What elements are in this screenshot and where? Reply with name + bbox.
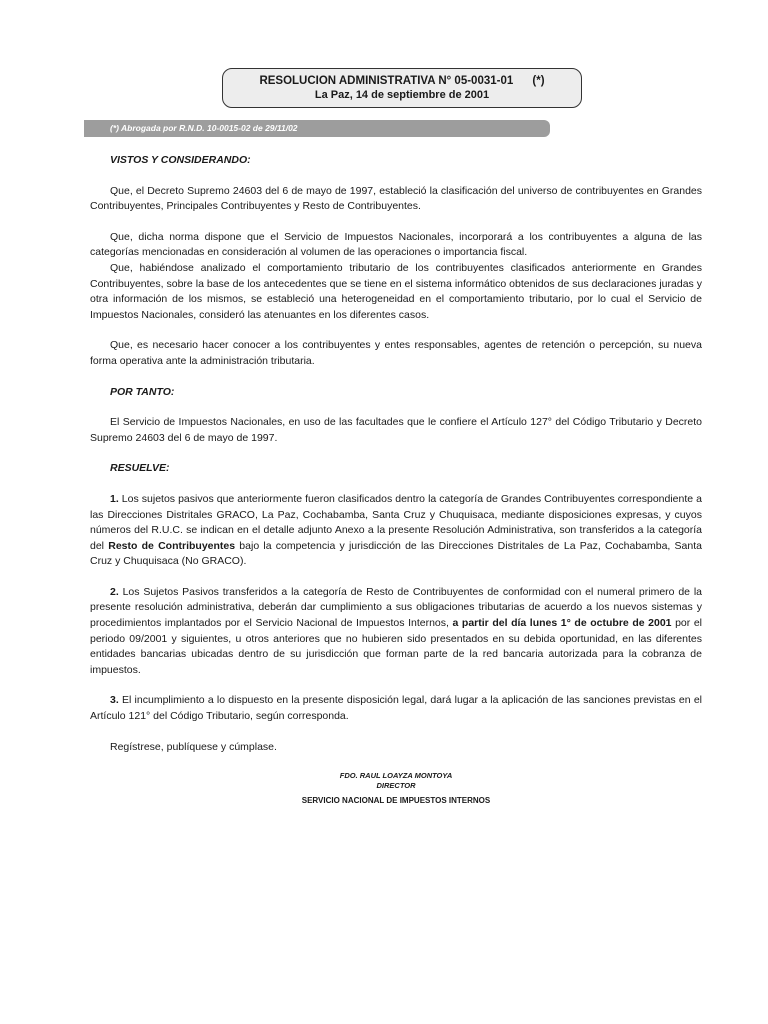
paragraph-1: Que, el Decreto Supremo 24603 del 6 de mayo de 1997, estableció la clasificación del universo de contribuyentes en Grandes Contribuyentes, Principales Contribuyentes y Resto de Contribuyentes. (90, 184, 702, 213)
paragraph-3: Que, habiéndose analizado el comportamiento tributario de los contribuyentes clasificados anteriormente en Grandes Contribuyentes, sobre la base de los antecedentes que se tiene en el sistema informático obtenidos de sus declaraciones juradas y otra información de los mismos, se estableció una heterogeneidad en el comportamiento tributario, por lo cual el Servicio de Impuestos Nacionales, consideró las atenuantes en los diferentes casos. (90, 261, 702, 321)
article-3-number: 3. (110, 694, 119, 707)
vistos-heading: VISTOS Y CONSIDERANDO: (110, 154, 251, 166)
signature-org: SERVICIO NACIONAL DE IMPUESTOS INTERNOS (301, 796, 491, 806)
paragraph-4: Que, es necesario hacer conocer a los contribuyentes y entes responsables, agentes de retención o percepción, su nueva forma operativa ante la administración tributaria. (90, 339, 702, 367)
paragraph-5: El Servicio de Impuestos Nacionales, en uso de las facultades que le confiere el Artículo 127° del Código Tributario y Decreto Supremo 24603 del 6 de mayo de 1997. (90, 416, 702, 444)
title-box (222, 68, 582, 108)
document-title: RESOLUCION ADMINISTRATIVA N° 05-0031-01 (*) (259, 75, 545, 87)
abrogation-note: (*) Abrogada por R.N.D. 10-0015-02 de 29/11/02 (84, 120, 550, 137)
article-2: 2. Los Sujetos Pasivos transferidos a la categoría de Resto de Contribuyentes de conformidad con el numeral primero de la presente resolución administrativa, deberán dar cumplimiento a sus obligaciones tributarias de acuerdo a los nuevos sistemas y procedimientos implantados por el Servicio Nacional de Impuestos Internos, a partir del día lunes 1° de octubre de 2001 por el periodo 09/2001 y siguientes, u otros anteriores que no hubieren sido presentados en su debida oportunidad, en las diferentes entidades bancarias ubicadas dentro de su jurisdicción que forman parte de la red bancaria autorizada para la cobranza de impuestos. (90, 585, 702, 676)
closing-line: Regístrese, publíquese y cúmplase. (110, 740, 277, 753)
article-1-number: 1. (110, 492, 119, 505)
signature-role: DIRECTOR (376, 781, 416, 791)
document-date: La Paz, 14 de septiembre de 2001 (314, 89, 490, 101)
paragraph-2: Que, dicha norma dispone que el Servicio de Impuestos Nacionales, incorporará a los contribuyentes a alguna de las categorías mencionadas en consideración al volumen de las operaciones o importancia fiscal. (90, 230, 702, 259)
signature-name: FDO. RAUL LOAYZA MONTOYA (339, 771, 453, 781)
por-tanto-heading: POR TANTO: (110, 385, 175, 398)
article-3: 3. El incumplimiento a lo dispuesto en la presente disposición legal, dará lugar a la aplicación de las sanciones previstas en el Artículo 121° del Código Tributario, según corresponda. (90, 694, 702, 723)
signature-block (90, 771, 702, 791)
resuelve-heading: RESUELVE: (110, 462, 170, 475)
document-body (90, 153, 702, 809)
article-1: 1. Los sujetos pasivos que anteriormente fueron clasificados dentro la categoría de Grandes Contribuyentes correspondiente a las Direcciones Distritales GRACO, La Paz, Cochabamba, Santa Cruz y Chuquisaca, mediante disposiciones expresas, y cuyos números del R.U.C. se indican en el detalle adjunto Anexo a la presente Resolución Administrativa, son transferidos a la categoría del Resto de Contribuyentes bajo la competencia y jurisdicción de las Direcciones Distritales de La Paz, Cochabamba, Santa Cruz y Chuquisaca (No GRACO). (90, 492, 702, 568)
article-2-number: 2. (110, 585, 119, 598)
